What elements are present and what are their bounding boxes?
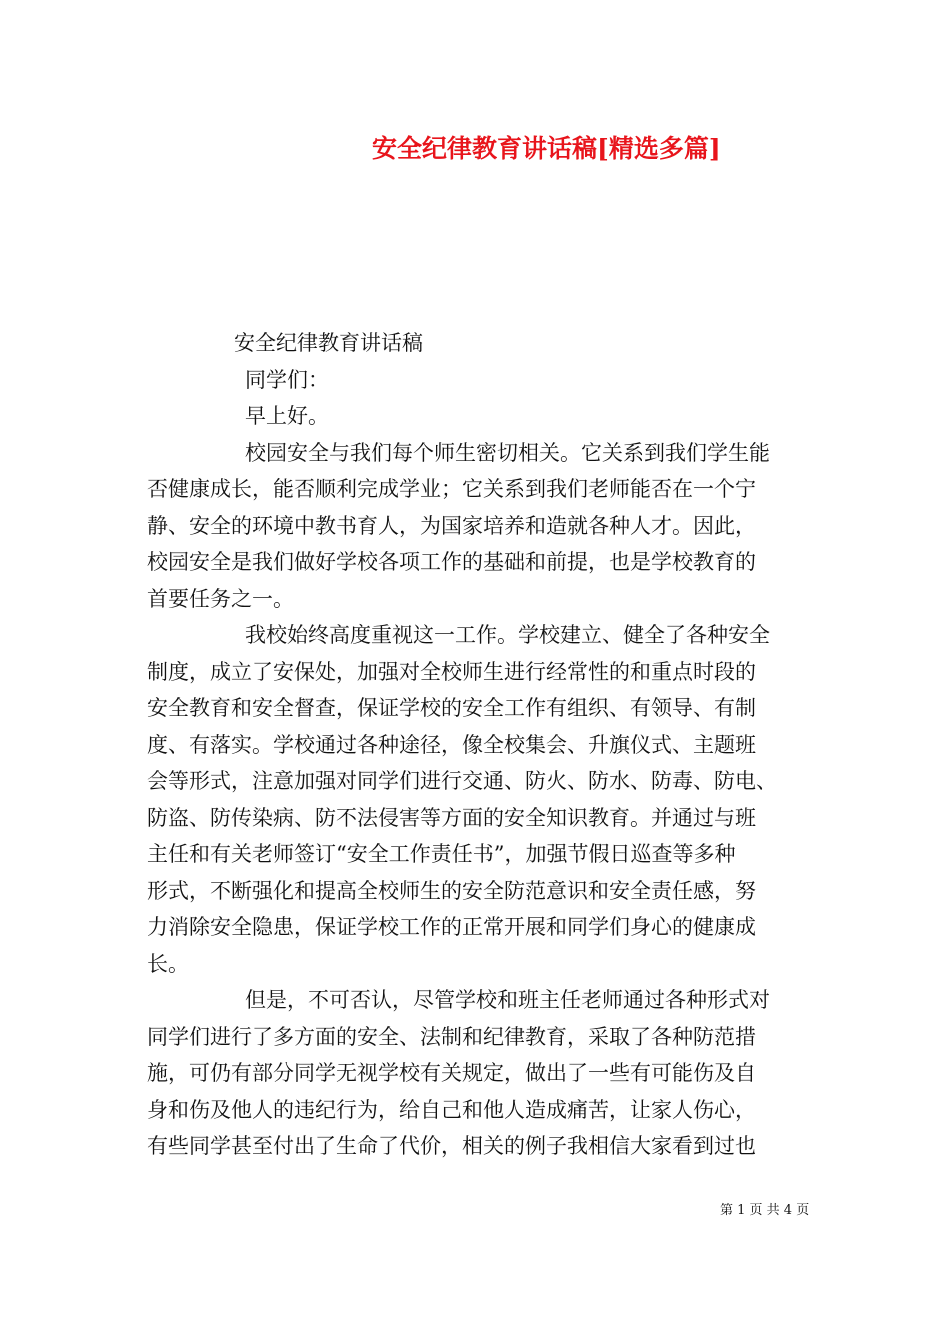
page-number-footer: 第 1 页 共 4 页 [720, 1203, 810, 1218]
paragraph-line: 制度，成立了安保处，加强对全校师生进行经常性的和重点时段的 [147, 659, 756, 684]
paragraph-3 [147, 982, 807, 1165]
paragraph-line: 长。 [147, 951, 189, 976]
document-title: 安全纪律教育讲话稿[精选多篇] [372, 134, 721, 163]
paragraph-line: 身和伤及他人的违纪行为，给自己和他人造成痛苦，让家人伤心， [147, 1097, 756, 1122]
paragraph-line: 力消除安全隐患，保证学校工作的正常开展和同学们身心的健康成 [147, 915, 756, 939]
paragraph-line: 校园安全与我们每个师生密切相关。它关系到我们学生能 [245, 440, 770, 465]
paragraph-line: 防盗、防传染病、防不法侵害等方面的安全知识教育。并通过与班 [147, 805, 756, 830]
paragraph-line: 主任和有关老师签订“安全工作责任书”，加强节假日巡查等多种 [147, 842, 736, 866]
document-body [147, 325, 807, 1165]
paragraph-line: 首要任务之一。 [147, 586, 294, 611]
paragraph-line: 有些同学甚至付出了生命了代价，相关的例子我相信大家看到过也 [147, 1134, 756, 1158]
paragraph-line: 但是，不可否认，尽管学校和班主任老师通过各种形式对 [245, 988, 770, 1012]
paragraph-line: 静、安全的环境中教书育人，为国家培养和造就各种人才。因此， [147, 513, 756, 538]
speech-subtitle: 安全纪律教育讲话稿 [234, 331, 423, 355]
paragraph-line: 我校始终高度重视这一工作。学校建立、健全了各种安全 [245, 623, 770, 647]
paragraph-line: 安全教育和安全督查，保证学校的安全工作有组织、有领导、有制 [147, 696, 756, 720]
paragraph-2 [147, 617, 807, 982]
paragraph-line: 否健康成长，能否顺利完成学业；它关系到我们老师能否在一个宁 [147, 477, 756, 501]
paragraph-line: 度、有落实。学校通过各种途径，像全校集会、升旗仪式、主题班 [147, 732, 756, 757]
salutation: 早上好。 [245, 404, 329, 428]
paragraph-line: 形式，不断强化和提高全校师生的安全防范意识和安全责任感，努 [147, 878, 756, 903]
paragraph-line: 会等形式，注意加强对同学们进行交通、防火、防水、防毒、防电、 [147, 769, 777, 793]
paragraph-1 [147, 435, 807, 618]
paragraph-line: 校园安全是我们做好学校各项工作的基础和前提，也是学校教育的 [147, 550, 756, 574]
greeting: 同学们： [245, 367, 329, 392]
paragraph-line: 同学们进行了多方面的安全、法制和纪律教育，采取了各种防范措 [147, 1024, 756, 1049]
paragraph-line: 施，可仍有部分同学无视学校有关规定，做出了一些有可能伤及自 [147, 1061, 756, 1085]
